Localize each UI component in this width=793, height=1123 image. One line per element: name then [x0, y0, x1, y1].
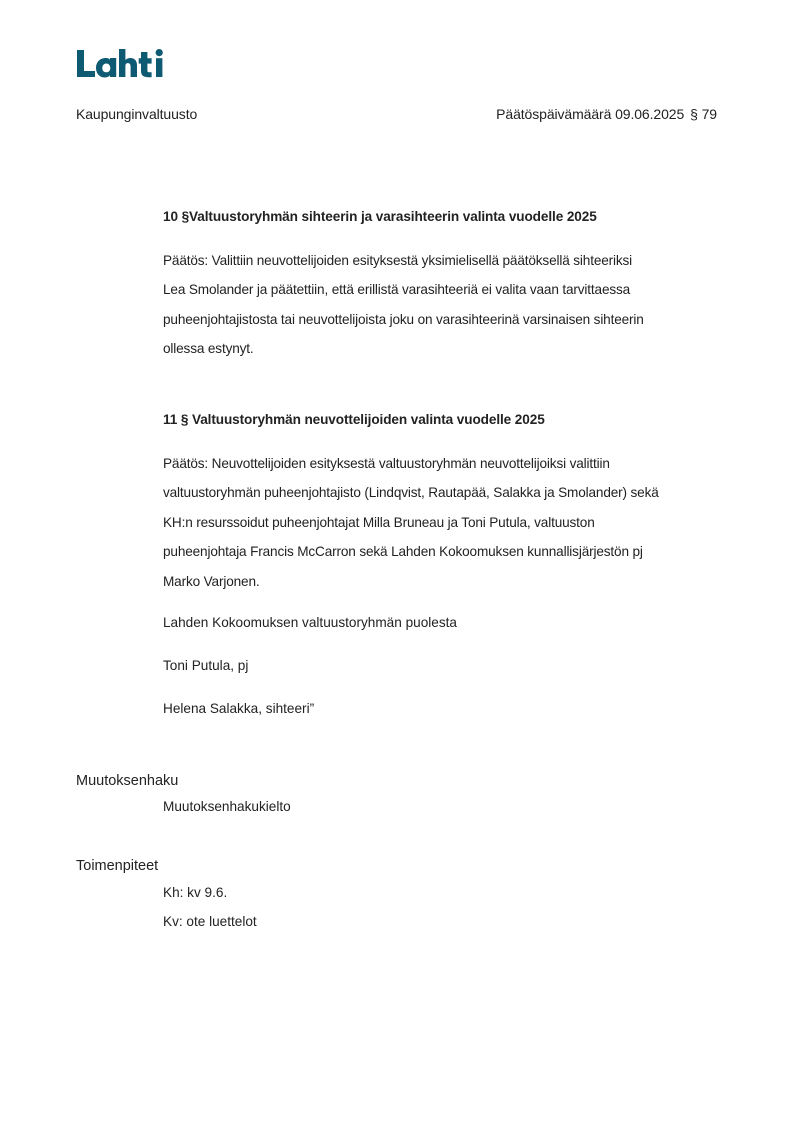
section-10-heading: 10 §Valtuustoryhmän sihteerin ja varasihteerin valinta vuodelle 2025	[163, 209, 597, 224]
section-11-heading: 11 § Valtuustoryhmän neuvottelijoiden valinta vuodelle 2025	[163, 412, 545, 427]
action-item: Kv: ote luettelot	[163, 914, 257, 929]
decision-line: puheenjohtaja Francis McCarron sekä Lahden Kokoomuksen kunnallisjärjestön pj	[163, 544, 643, 560]
section-number: § 79	[690, 106, 717, 122]
section-10	[163, 209, 723, 224]
lahti-logo-mark	[75, 44, 167, 84]
lahti-logo	[75, 44, 167, 84]
action-item: Kh: kv 9.6.	[163, 885, 228, 900]
decision-line: Päätös: Valittiin neuvottelijoiden esityksestä yksimielisellä päätöksellä sihteeriksi	[163, 253, 633, 268]
decision-date: Päätöspäivämäärä 09.06.2025	[496, 106, 685, 122]
signer-secretary: Helena Salakka, sihteeri”	[163, 701, 315, 716]
actions-title: Toimenpiteet	[76, 858, 159, 874]
section-10-decision	[163, 246, 723, 364]
decision-line: Marko Varjonen.	[163, 573, 260, 589]
committee-name: Kaupunginvaltuusto	[76, 106, 198, 122]
decision-date-header	[496, 106, 717, 122]
appeal-title: Muutoksenhaku	[76, 773, 179, 789]
section-11-decision	[163, 449, 723, 596]
decision-line: puheenjohtajistosta tai neuvottelijoista joku on varasihteerinä varsinaisen sihteerin	[163, 311, 644, 327]
decision-line: Lea Smolander ja päätettiin, että erillistä varasihteeriä ei valita vaan tarvittaessa	[163, 282, 631, 298]
on-behalf-text: Lahden Kokoomuksen valtuustoryhmän puolesta	[163, 615, 457, 630]
appeal-value: Muutoksenhakukielto	[163, 799, 291, 814]
decision-line: valtuustoryhmän puheenjohtajisto (Lindqvist, Rautapää, Salakka ja Smolander) sekä	[163, 485, 659, 501]
decision-line: ollessa estynyt.	[163, 341, 254, 357]
decision-line: Päätös: Neuvottelijoiden esityksestä valtuustoryhmän neuvottelijoiksi valittiin	[163, 456, 610, 471]
section-11	[163, 412, 723, 427]
signer-chair: Toni Putula, pj	[163, 658, 249, 673]
decision-line: KH:n resurssoidut puheenjohtajat Milla Bruneau ja Toni Putula, valtuuston	[163, 514, 595, 530]
